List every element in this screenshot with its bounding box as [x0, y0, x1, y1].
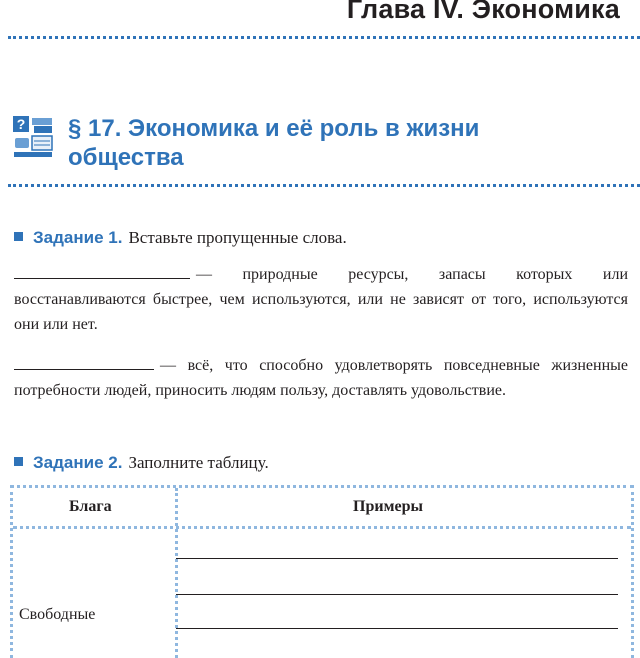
task1-item-1-text: — природные ресурсы, запасы которых или восстанавливаются быстрее, чем используются, или не зависят от того, используются они или нет.	[14, 266, 628, 333]
task1-item-2-text: — всё, что способно удовлетворять повседневные жизненные потребности людей, приносить людям пользу, доставлять удовольствие.	[14, 357, 628, 399]
table-row-category: Свободные	[19, 606, 96, 623]
examples-answer-line[interactable]	[176, 594, 618, 595]
task1-item-1	[14, 262, 628, 337]
bullet-square-icon	[14, 457, 23, 466]
goods-table	[10, 485, 634, 658]
task1-item-2	[14, 353, 628, 403]
task1-label: Задание 1.	[33, 228, 123, 247]
section-title	[68, 114, 479, 172]
examples-answer-line[interactable]	[176, 628, 618, 629]
svg-text:?: ?	[16, 116, 26, 132]
section-title-line1: § 17. Экономика и её роль в жизни	[68, 115, 480, 142]
section-divider	[8, 184, 640, 187]
table-header-goods: Блага	[69, 498, 112, 515]
question-books-icon	[12, 114, 54, 158]
answer-blank[interactable]	[14, 264, 190, 279]
task2-instruction: Заполните таблицу.	[128, 453, 269, 472]
task2-heading	[14, 453, 269, 473]
answer-blank[interactable]	[14, 355, 154, 370]
task2-label: Задание 2.	[33, 453, 123, 472]
table-header-examples: Примеры	[353, 498, 423, 515]
chapter-title: Глава IV. Экономика	[346, 0, 620, 24]
examples-answer-line[interactable]	[176, 558, 618, 559]
task1-instruction: Вставьте пропущенные слова.	[128, 228, 347, 247]
section-title-line2: общества	[68, 144, 184, 171]
table-column-divider	[175, 488, 178, 658]
bullet-square-icon	[14, 232, 23, 241]
table-header-divider	[13, 526, 631, 529]
task1-heading	[14, 228, 347, 248]
chapter-divider	[8, 36, 640, 39]
